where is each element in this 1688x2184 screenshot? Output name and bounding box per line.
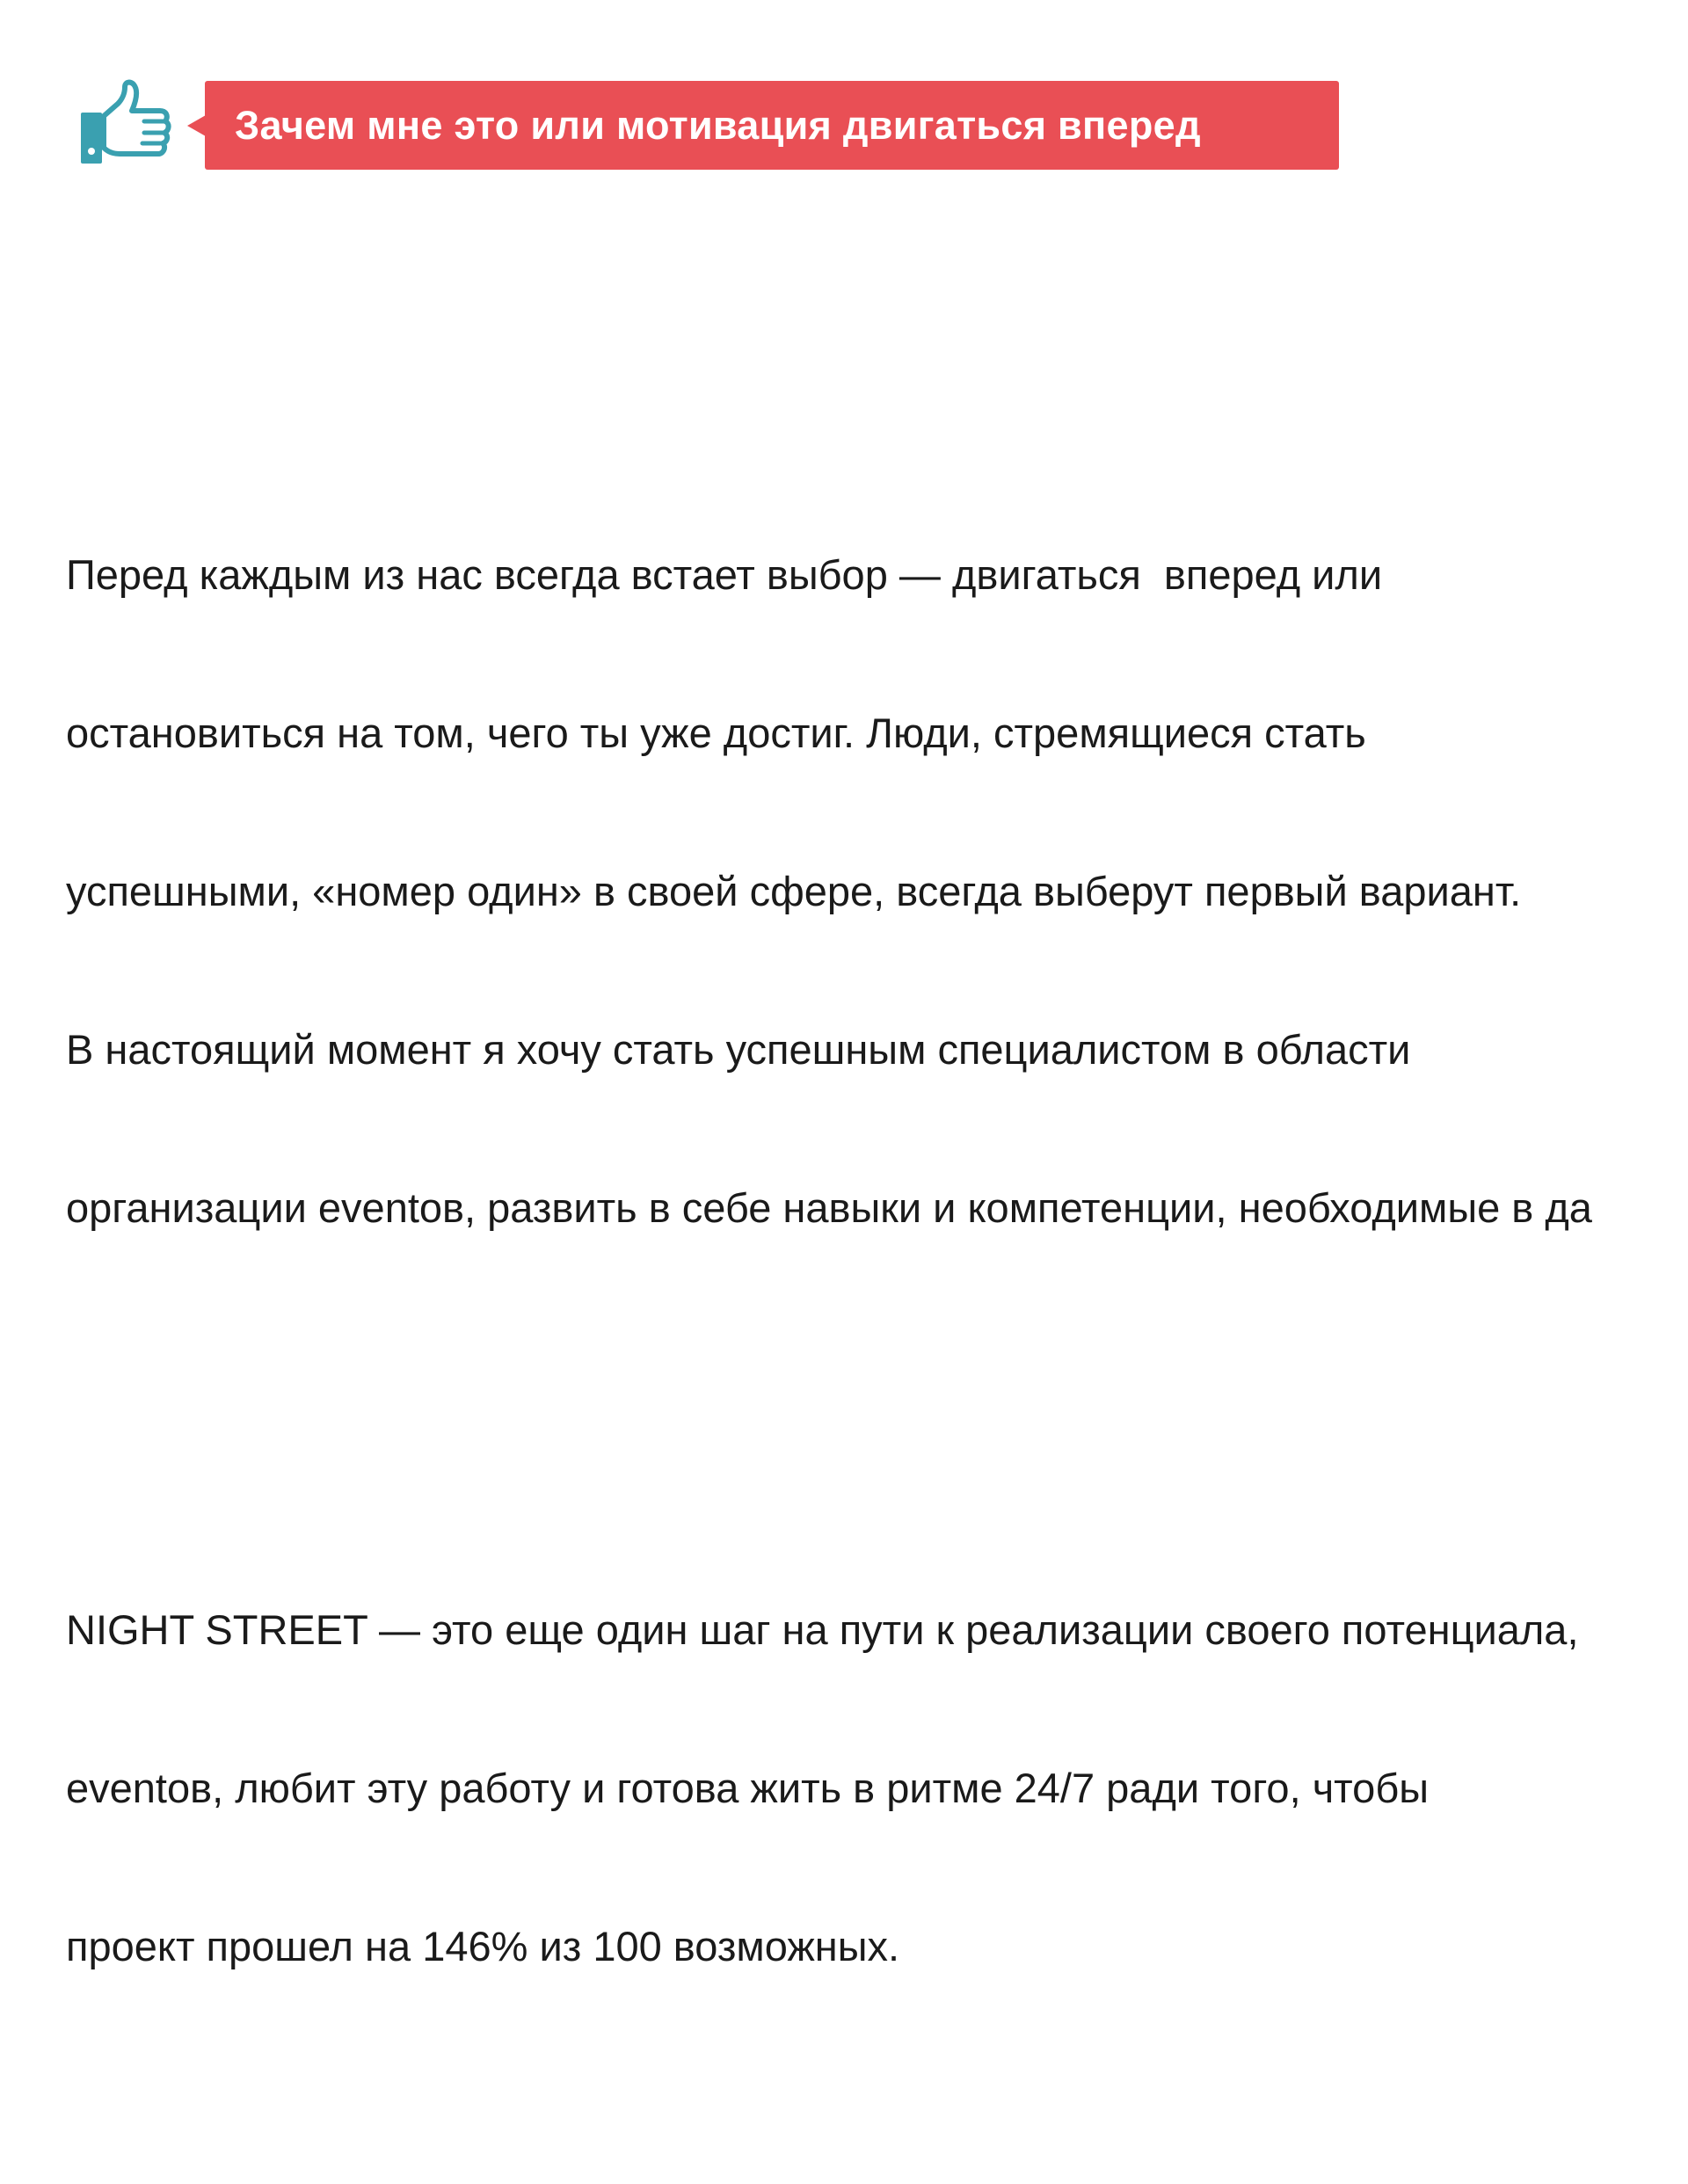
- text-line: eventов, любит эту работу и готова жить в ритме 24/7 ради того, чтобы: [66, 1765, 1430, 1811]
- text-line: NIGHT STREET — это еще один шаг на пути к реализации своего потенциала,: [66, 1606, 1579, 1653]
- text-line: В настоящий момент я хочу стать успешным специалистом в области: [66, 1026, 1411, 1073]
- paragraph-night-street: [66, 1498, 1688, 2078]
- body-text: [66, 338, 1688, 2184]
- thumbs-up-icon: [76, 79, 172, 176]
- text-line: проект прошел на 146% из 100 возможных.: [66, 1923, 900, 1969]
- banner-pointer: [187, 115, 206, 136]
- text-line: организации eventов, развить в себе навыки и компетенции, необходимые в да: [66, 1184, 1592, 1231]
- paragraph-motivation: [66, 443, 1688, 1340]
- text-line: остановиться на том, чего ты уже достиг. Люди, стремящиеся стать: [66, 710, 1366, 756]
- text-line: успешными, «номер один» в своей сфере, всегда выберут первый вариант.: [66, 868, 1522, 914]
- text-line: Перед каждым из нас всегда встает выбор — двигаться вперед или: [66, 551, 1383, 598]
- page-title: Зачем мне это или мотивация двигаться вперед: [235, 103, 1201, 148]
